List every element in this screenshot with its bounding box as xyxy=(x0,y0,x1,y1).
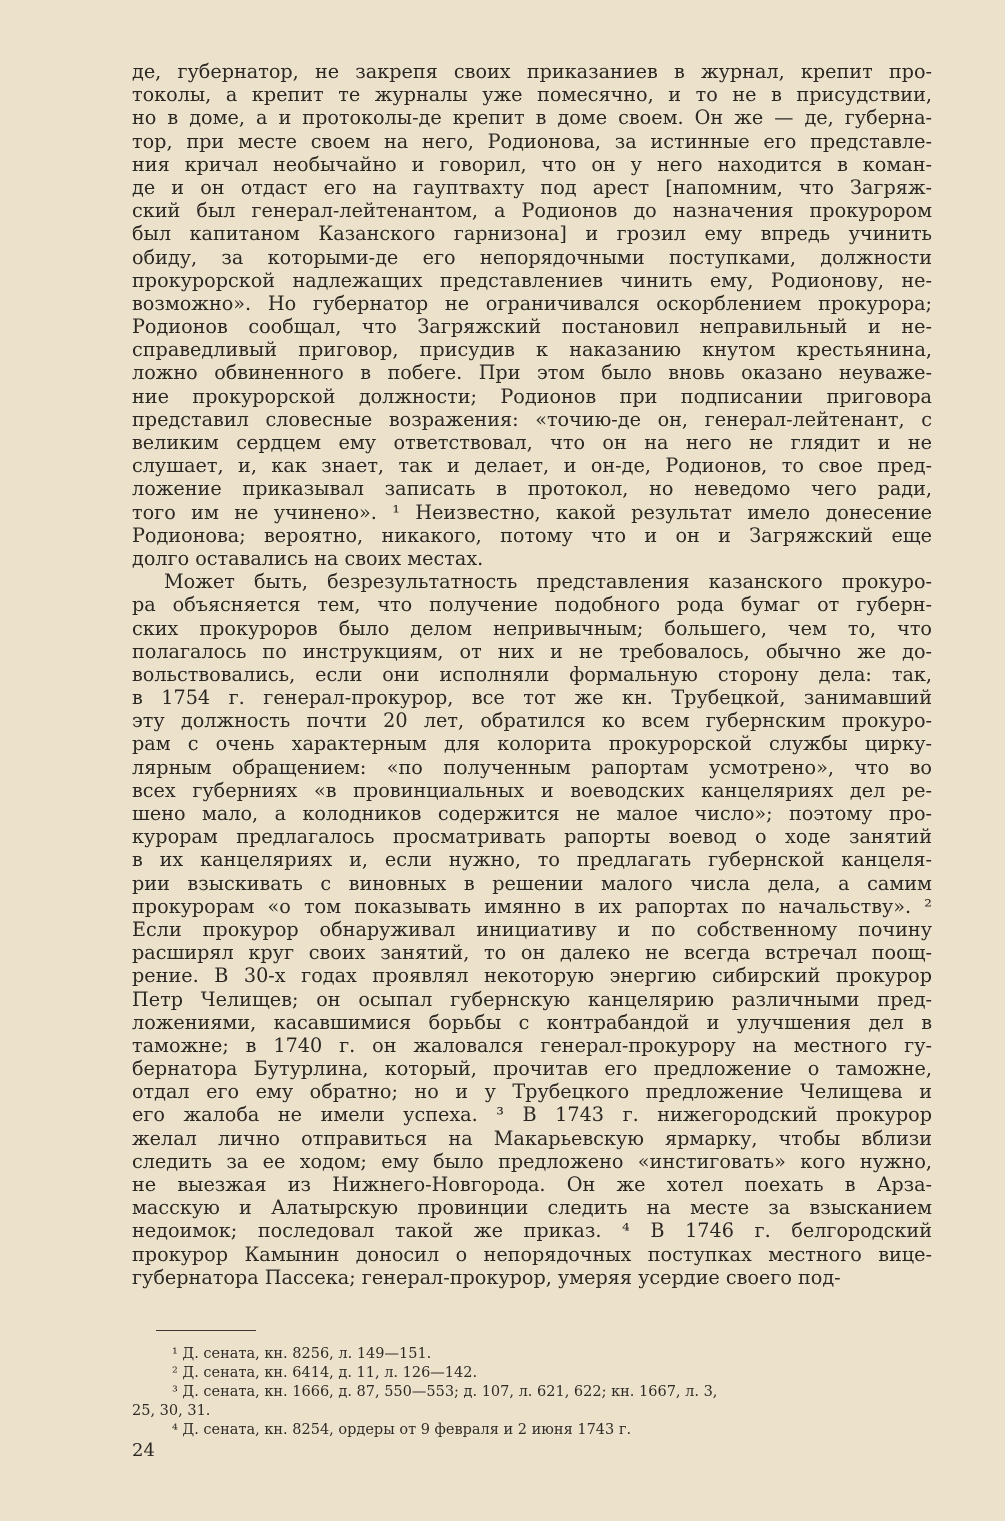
body-line: токолы, а крепит те журналы уже помесячно, и то не в присудствии, xyxy=(132,83,932,107)
body-line: великим сердцем ему ответствовал, что он на него не глядит и не xyxy=(132,431,932,454)
body-line: ских прокуроров было делом непривычным; большего, чем то, что xyxy=(132,616,932,640)
body-line: ра объясняется тем, что получение подобного рода бумаг от губерн- xyxy=(132,593,932,617)
footnote: ⁴ Д. сената, кн. 8254, ордеры от 9 февраля и 2 июня 1743 г. xyxy=(172,1422,632,1438)
body-line: прокурорам «о том показывать имянно в их рапортах по начальству». ² xyxy=(132,894,932,918)
body-line: таможне; в 1740 г. он жаловался генерал-прокурору на местного гу- xyxy=(132,1033,932,1057)
body-line: полагалось по инструкциям, от них и не требовалось, обычно же до- xyxy=(132,639,932,663)
body-line: тор, при месте своем на него, Родионова, за истинные его представле- xyxy=(132,129,932,153)
body-line: вольствовались, если они исполняли формальную сторону дела: так, xyxy=(132,662,932,686)
body-line: Если прокурор обнаруживал инициативу и по собственному почину xyxy=(132,917,932,941)
body-line: отдал его ему обратно; но и у Трубецкого предложение Челищева и xyxy=(132,1080,932,1104)
footnote: ³ Д. сената, кн. 1666, д. 87, 550—553; д. 107, л. 621, 622; кн. 1667, л. 3, xyxy=(172,1384,718,1400)
body-line: прокурорской надлежащих представлениев чинить ему, Родионову, не- xyxy=(132,268,932,292)
body-line: недоимок; последовал такой же приказ. ⁴ В 1746 г. белгородский xyxy=(132,1219,932,1243)
body-line: Родионов сообщал, что Загряжский постановил неправильный и не- xyxy=(132,315,932,339)
footnote: 25, 30, 31. xyxy=(132,1403,211,1419)
body-line: обиду, за которыми-де его непорядочными поступками, должности xyxy=(132,245,932,269)
body-line: в 1754 г. генерал-прокурор, все тот же кн. Трубецкой, занимавший xyxy=(132,686,932,710)
body-line: расширял круг своих занятий, то он далеко не всегда встречал поощ- xyxy=(132,941,932,965)
body-line: прокурор Камынин доносил о непорядочных поступках местного вице- xyxy=(132,1242,932,1266)
body-line: Петр Челищев; он осыпал губернскую канцелярию различными пред- xyxy=(132,987,932,1011)
body-line: ложно обвиненного в побеге. При этом было вновь оказано неуваже- xyxy=(132,361,932,385)
body-line: желал лично отправиться на Макарьевскую ярмарку, чтобы вблизи xyxy=(132,1126,932,1150)
body-line: де, губернатор, не закрепя своих приказаниев в журнал, крепит про- xyxy=(132,60,932,83)
body-line: эту должность почти 20 лет, обратился ко всем губернским прокуро- xyxy=(132,709,932,733)
body-line: ложение приказывал записать в протокол, но неведомо чего ради, xyxy=(132,477,932,501)
body-line: ние прокурорской должности; Родионов при подписании приговора xyxy=(132,384,932,408)
body-line: справедливый приговор, присудив к наказанию кнутом крестьянина, xyxy=(132,338,932,362)
footnotes xyxy=(132,1345,932,1440)
body-text xyxy=(132,60,932,1289)
body-line: долго оставались на своих местах. xyxy=(132,546,484,570)
body-line: курорам предлагалось просматривать рапорты воевод о ходе занятий xyxy=(132,825,932,849)
body-line: был капитаном Казанского гарнизона] и грозил ему впредь учинить xyxy=(132,222,932,246)
body-line: губернатора Пассека; генерал-прокурор, умеряя усердие своего под- xyxy=(132,1265,841,1289)
body-line: его жалоба не имели успеха. ³ В 1743 г. нижегородский прокурор xyxy=(132,1103,932,1127)
body-line: рам с очень характерным для колорита прокурорской службы цирку- xyxy=(132,732,932,756)
body-line: Родионова; вероятно, никакого, потому что и он и Загряжский еще xyxy=(132,523,932,547)
body-line: ния кричал необычайно и говорил, что он у него находится в коман- xyxy=(132,152,932,176)
body-line: ский был генерал-лейтенантом, а Родионов до назначения прокурором xyxy=(132,199,932,223)
footnote: ² Д. сената, кн. 6414, д. 11, л. 126—142. xyxy=(172,1365,478,1381)
footnote-divider xyxy=(156,1330,256,1331)
body-line: шено мало, а колодников содержится не малое число»; поэтому про- xyxy=(132,802,932,825)
page-number: 24 xyxy=(132,1440,155,1461)
body-line: масскую и Алатырскую провинции следить на месте за взысканием xyxy=(132,1196,932,1220)
body-line: следить за ее ходом; ему было предложено «инстиговать» кого нужно, xyxy=(132,1149,932,1173)
body-line: но в доме, а и протоколы-де крепит в доме своем. Он же — де, губерна- xyxy=(132,106,932,130)
body-line: в их канцеляриях и, если нужно, то предлагать губернской канцеля- xyxy=(132,848,932,872)
body-line: ложениями, касавшимися борьбы с контрабандой и улучшения дел в xyxy=(132,1010,932,1034)
body-line: всех губерниях «в провинциальных и воеводских канцеляриях дел ре- xyxy=(132,778,932,802)
body-line: де и он отдаст его на гауптвахту под арест [напомним, что Загряж- xyxy=(132,175,932,199)
body-line: бернатора Бутурлина, который, прочитав его предложение о таможне, xyxy=(132,1057,932,1081)
footnote: ¹ Д. сената, кн. 8256, л. 149—151. xyxy=(172,1346,432,1362)
body-line: рии взыскивать с виновных в решении малого числа дела, а самим xyxy=(132,871,932,895)
body-line: лярным обращением: «по полученным рапортам усмотрено», что во xyxy=(132,755,932,779)
body-line: слушает, и, как знает, так и делает, и он-де, Родионов, то свое пред- xyxy=(132,454,932,478)
body-line: не выезжая из Нижнего-Новгорода. Он же хотел поехать в Арза- xyxy=(132,1173,932,1196)
body-line: рение. В 30-х годах проявлял некоторую энергию сибирский прокурор xyxy=(132,964,932,988)
body-line: того им не учинено». ¹ Неизвестно, какой результат имело донесение xyxy=(132,500,932,524)
body-line: возможно». Но губернатор не ограничивался оскорблением прокурора; xyxy=(132,291,932,315)
body-line: представил словесные возражения: «точию-де он, генерал-лейтенант, с xyxy=(132,407,932,431)
body-line: Может быть, безрезультатность представления казанского прокуро- xyxy=(164,570,932,594)
